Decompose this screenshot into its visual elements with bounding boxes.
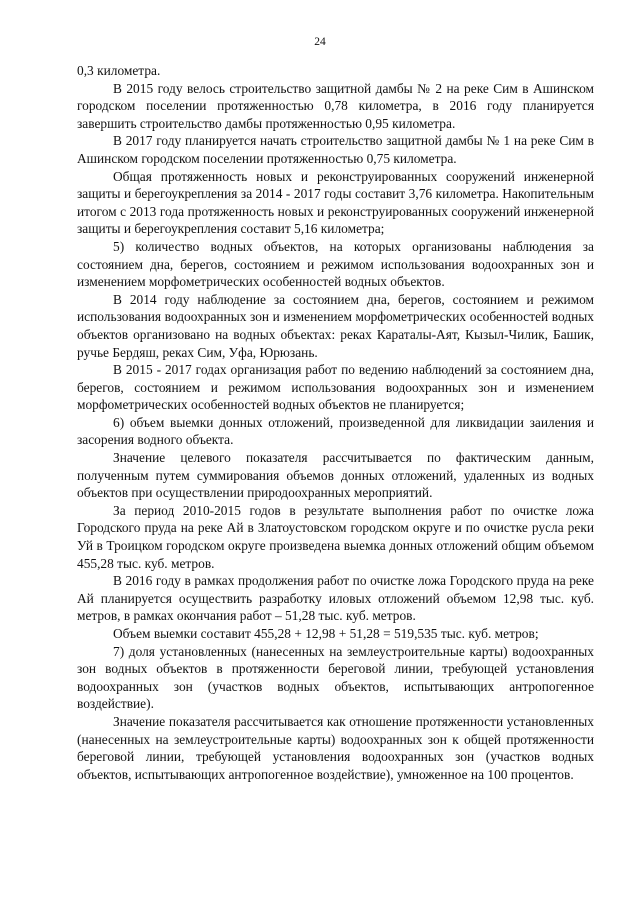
paragraph: За период 2010-2015 годов в результате выполнения работ по очистке ложа Городского пруда на реке Ай в Златоустовском городском округе и по очистке русла реки Уй в Троицком городском округе произведена выемка донных отложений общим объемом 455,28 тыс. куб. метров. xyxy=(77,502,594,571)
paragraph: В 2015 - 2017 годах организация работ по ведению наблюдений за состоянием дна, берегов, состоянием и режимом использования водоохранных зон и изменением морфометрических особенностей водных объектов не планируется; xyxy=(77,362,594,413)
paragraph: В 2015 году велось строительство защитной дамбы № 2 на реке Сим в Ашинском городском поселении протяженностью 0,78 километра, в 2016 году планируется завершить строительство дамбы протяженностью 0,95 километра. xyxy=(77,80,594,131)
paragraph: Значение показателя рассчитывается как отношение протяженности установленных (нанесенных на землеустроительные карты) водоохранных зон к общей протяженности береговой линии, требующей установления водоохранных зон (участков водных объектов, испытывающих антропогенное воздействие), умноженное на 100 процентов. xyxy=(77,713,594,782)
paragraph: 7) доля установленных (нанесенных на землеустроительные карты) водоохранных зон водных объектов в протяженности береговой линии, требующей установления водоохранных зон (участков водных объектов, испытывающих антропогенное воздействие). xyxy=(77,643,594,712)
document-body xyxy=(77,62,594,783)
paragraph: Общая протяженность новых и реконструированных сооружений инженерной защиты и берегоукрепления за 2014 - 2017 годы составит 3,76 километра. Накопительным итогом с 2013 года протяженность новых и реконструированных сооружений инженерной защиты и берегоукрепления составит 5,16 километра; xyxy=(77,168,594,237)
page-number: 24 xyxy=(314,36,326,48)
paragraph: В 2016 году в рамках продолжения работ по очистке ложа Городского пруда на реке Ай планируется осуществить разработку иловых отложений объемом 12,98 тыс. куб. метров, в рамках окончания работ – 51,28 тыс. куб. метров. xyxy=(77,573,594,624)
paragraph: Значение целевого показателя рассчитывается по фактическим данным, полученным путем суммирования объемов донных отложений, удаленных из водных объектов при осуществлении природоохранных мероприятий. xyxy=(77,450,594,501)
paragraph: 5) количество водных объектов, на которых организованы наблюдения за состоянием дна, берегов, состоянием и режимом использования водоохранных зон и изменением морфометрических особенностей водных объектов. xyxy=(77,238,594,290)
paragraph: В 2017 году планируется начать строительство защитной дамбы № 1 на реке Сим в Ашинском городском поселении протяженностью 0,75 километра. xyxy=(77,133,594,166)
paragraph: 6) объем выемки донных отложений, произведенной для ликвидации заиления и засорения водного объекта. xyxy=(77,414,594,448)
paragraph: 0,3 километра. xyxy=(77,63,161,78)
paragraph: Объем выемки составит 455,28 + 12,98 + 51,28 = 519,535 тыс. куб. метров; xyxy=(113,626,539,641)
paragraph: В 2014 году наблюдение за состоянием дна, берегов, состоянием и режимом использования водоохранных зон и изменением морфометрических особенностей водных объектов организовано на водных объектах: реках Караталы-Аят, Кызыл-Чилик, Башик, ручье Бердяш, реках Сим, Уфа, Юрюзань. xyxy=(77,291,594,360)
